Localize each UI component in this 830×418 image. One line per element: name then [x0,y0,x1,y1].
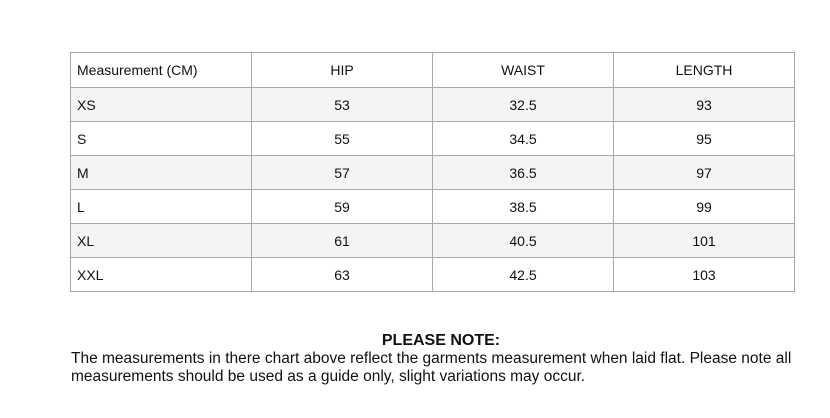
hip-value: 53 [252,88,433,122]
length-value: 103 [614,258,795,292]
size-label: XL [71,224,252,258]
table-row [71,224,795,258]
size-label: S [71,122,252,156]
waist-value: 32.5 [433,88,614,122]
header-length: LENGTH [614,53,795,88]
waist-value: 38.5 [433,190,614,224]
hip-value: 59 [252,190,433,224]
waist-value: 42.5 [433,258,614,292]
size-label: XS [71,88,252,122]
note-body: The measurements in there chart above reflect the garments measurement when laid flat. Please note all measurements should be used as a guide only, slight variations may occur. [71,350,792,385]
table-row [71,122,795,156]
size-label: M [71,156,252,190]
length-value: 99 [614,190,795,224]
header-measurement: Measurement (CM) [71,53,252,88]
table-row [71,88,795,122]
length-value: 101 [614,224,795,258]
waist-value: 36.5 [433,156,614,190]
hip-value: 63 [252,258,433,292]
waist-value: 40.5 [433,224,614,258]
measurement-note [71,332,811,386]
table-header-row [71,53,795,88]
hip-value: 57 [252,156,433,190]
length-value: 93 [614,88,795,122]
table-row [71,190,795,224]
size-label: XXL [71,258,252,292]
size-label: L [71,190,252,224]
size-chart-table [70,52,795,292]
table-row [71,258,795,292]
waist-value: 34.5 [433,122,614,156]
header-hip: HIP [252,53,433,88]
header-waist: WAIST [433,53,614,88]
length-value: 97 [614,156,795,190]
hip-value: 61 [252,224,433,258]
note-heading: PLEASE NOTE: [381,332,501,349]
table-row [71,156,795,190]
length-value: 95 [614,122,795,156]
hip-value: 55 [252,122,433,156]
